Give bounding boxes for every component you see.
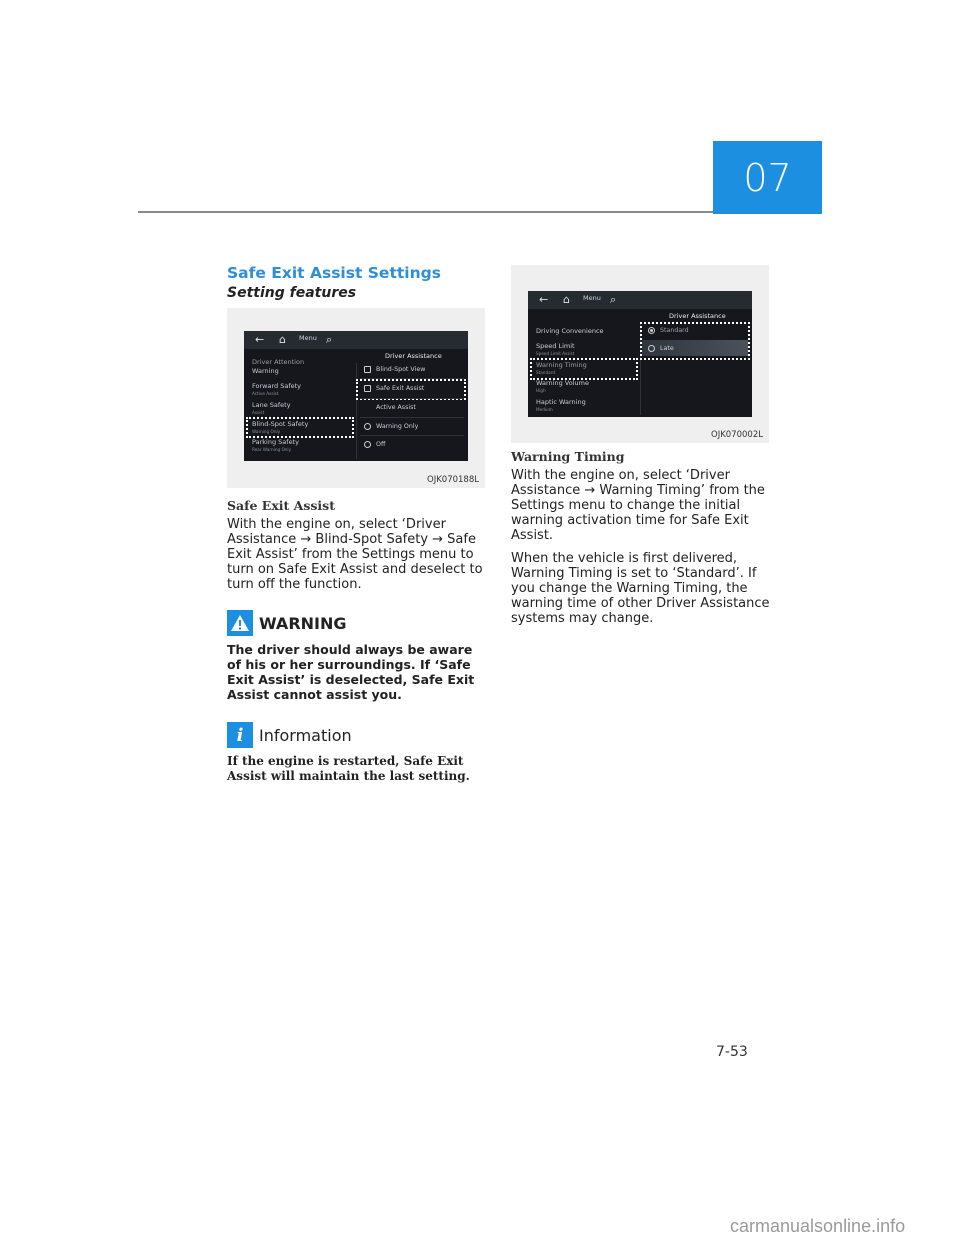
menu-sub-haptic-warning: Medium [536, 407, 553, 412]
highlight-warning-timing [530, 358, 638, 380]
information-text: If the engine is restarted, Safe Exit Assist will maintain the last setting. [227, 754, 470, 783]
left-column [227, 262, 489, 784]
option-safe-exit-assist: Safe Exit Assist [376, 385, 425, 392]
option-late: Late [660, 345, 674, 352]
menu-item-speed-limit: Speed Limit [536, 342, 575, 350]
option-blind-spot-view: Blind-Spot View [376, 366, 426, 373]
screen-topbar [528, 291, 752, 309]
menu-item-driving-convenience: Driving Convenience [536, 327, 604, 335]
menu-sub-forward-safety: Active Assist [252, 391, 279, 396]
section-subtitle: Setting features [227, 285, 357, 301]
menu-sub-parking-safety: Rear Warning Only [252, 447, 292, 452]
warning-title: WARNING [259, 613, 347, 633]
home-icon: ⌂ [563, 293, 570, 306]
panel-header: Driver Assistance [385, 352, 442, 360]
figure-caption: OJK070188L [427, 475, 479, 485]
body-safe-exit-assist: With the engine on, select ‘Driver Assistance → Blind-Spot Safety → Safe Exit Assist’ from the Settings menu to turn on Safe Exit Assist and deselect to turn off the function. [227, 517, 483, 592]
information-icon: i [227, 722, 253, 748]
header-rule [138, 211, 713, 213]
body-warning-timing-1: With the engine on, select ‘Driver Assistance → Warning Timing’ from the Settings menu to change the initial warning activation time for Safe Exit Assist. [511, 468, 765, 543]
option-off: Off [376, 441, 386, 448]
highlight-blind-spot-safety [246, 417, 354, 438]
infotainment-screen [244, 331, 468, 461]
menu-item-warning-timing: Warning Timing [536, 361, 587, 369]
menu-item-warning-volume: Warning Volume [536, 379, 589, 387]
infotainment-screen [528, 291, 752, 417]
menu-item-warning: Warning [252, 367, 279, 375]
menu-item-lane-safety: Lane Safety [252, 401, 291, 409]
back-arrow-icon: ← [255, 333, 265, 346]
screen-topbar [244, 331, 468, 349]
menu-sub-speed-limit: Speed Limit Assist [536, 351, 575, 356]
menu-item-driver-attention: Driver Attention [252, 358, 305, 366]
figure-caption: OJK070002L [711, 430, 763, 440]
menu-sub-warning-timing: Standard [536, 370, 556, 375]
radio-off [364, 441, 371, 448]
back-arrow-icon: ← [539, 293, 549, 306]
search-icon: ⌕ [326, 333, 333, 346]
page-number: 7-53 [716, 1044, 748, 1060]
heading-safe-exit-assist: Safe Exit Assist [227, 498, 335, 513]
warning-text: The driver should always be aware of his or her surroundings. If ‘Safe Exit Assist’ is deselected, Safe Exit Assist cannot assist you. [227, 642, 475, 702]
right-column [511, 265, 773, 634]
menu-label: Menu [583, 294, 601, 302]
heading-warning-timing: Warning Timing [511, 449, 625, 464]
menu-sub-warning-volume: High [536, 388, 546, 393]
highlight-timing-options [640, 322, 750, 360]
search-icon: ⌕ [610, 293, 617, 306]
watermark: carmanualsonline.info [730, 1216, 906, 1236]
panel-header: Driver Assistance [669, 312, 726, 320]
warning-header [227, 610, 489, 636]
radio-warning-only [364, 423, 371, 430]
chapter-tab: 07 [713, 141, 822, 214]
body-warning-timing-2: When the vehicle is first delivered, Warning Timing is set to ‘Standard’. If you change the Warning Timing, the warning time of other Driver Assistance systems may change. [511, 551, 770, 626]
option-divider [360, 398, 464, 399]
menu-item-forward-safety: Forward Safety [252, 382, 301, 390]
option-divider [360, 417, 464, 418]
home-icon: ⌂ [279, 333, 286, 346]
warning-triangle-icon [227, 610, 253, 636]
panel-divider [356, 363, 357, 459]
information-title: Information [259, 725, 352, 745]
option-warning-only: Warning Only [376, 423, 419, 430]
option-divider [360, 435, 464, 436]
information-header [227, 722, 489, 748]
menu-sub-lane-safety: Assist [252, 410, 265, 415]
figure-warning-timing [511, 265, 769, 443]
option-standard: Standard [660, 327, 689, 334]
figure-safe-exit-assist [227, 308, 485, 488]
section-title: Safe Exit Assist Settings [227, 264, 441, 282]
menu-sub-blind-spot-safety: Warning Only [252, 429, 281, 434]
menu-item-blind-spot-safety: Blind-Spot Safety [252, 420, 309, 428]
checkbox-blind-spot-view [364, 366, 371, 373]
highlight-safe-exit-assist [356, 379, 466, 400]
menu-item-haptic-warning: Haptic Warning [536, 398, 586, 406]
option-active-assist: Active Assist [376, 404, 416, 411]
menu-label: Menu [299, 334, 317, 342]
menu-item-parking-safety: Parking Safety [252, 438, 299, 446]
